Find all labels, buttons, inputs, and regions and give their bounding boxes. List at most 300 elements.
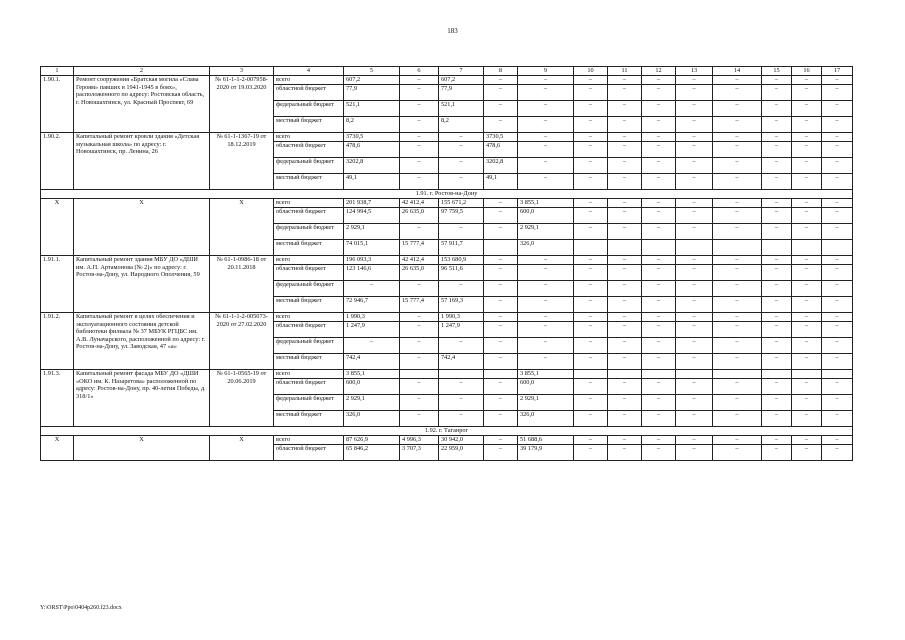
value-cell: – bbox=[792, 395, 822, 411]
value-cell: – bbox=[676, 101, 713, 117]
value-cell: – bbox=[792, 101, 822, 117]
value-cell: – bbox=[484, 411, 518, 427]
value-cell: – bbox=[642, 101, 676, 117]
value-cell: – bbox=[676, 85, 713, 101]
value-cell: – bbox=[792, 445, 822, 461]
value-cell: – bbox=[762, 436, 792, 445]
value-cell: – bbox=[713, 354, 762, 370]
value-cell: – bbox=[439, 224, 484, 240]
value-cell: – bbox=[608, 158, 642, 174]
value-cell: – bbox=[400, 117, 439, 133]
value-cell: – bbox=[792, 354, 822, 370]
table-row bbox=[41, 436, 853, 445]
value-cell: – bbox=[676, 281, 713, 297]
value-cell: – bbox=[518, 297, 574, 313]
value-cell: 155 671,2 bbox=[439, 199, 484, 208]
value-cell: – bbox=[713, 322, 762, 338]
value-cell: – bbox=[762, 322, 792, 338]
budget-type-local: местный бюджет bbox=[274, 174, 344, 190]
value-cell: – bbox=[792, 142, 822, 158]
value-cell: – bbox=[792, 338, 822, 354]
value-cell: – bbox=[713, 208, 762, 224]
expertise-document: X bbox=[210, 436, 274, 461]
value-cell: 3 855,1 bbox=[518, 370, 574, 379]
value-cell: – bbox=[484, 265, 518, 281]
value-cell: – bbox=[484, 379, 518, 395]
column-number: 2 bbox=[74, 67, 210, 76]
value-cell: – bbox=[518, 281, 574, 297]
value-cell: – bbox=[608, 338, 642, 354]
value-cell: 3 855,1 bbox=[518, 199, 574, 208]
value-cell: – bbox=[608, 256, 642, 265]
value-cell: – bbox=[822, 445, 853, 461]
budget-type-federal: федеральный бюджет bbox=[274, 395, 344, 411]
value-cell: – bbox=[484, 395, 518, 411]
value-cell: – bbox=[484, 436, 518, 445]
value-cell: – bbox=[574, 338, 608, 354]
value-cell: – bbox=[792, 208, 822, 224]
value-cell: – bbox=[642, 354, 676, 370]
value-cell: – bbox=[574, 354, 608, 370]
object-number: 1.90.1. bbox=[41, 76, 74, 133]
value-cell: – bbox=[484, 354, 518, 370]
value-cell: – bbox=[574, 76, 608, 85]
value-cell: 3730,5 bbox=[344, 133, 400, 142]
expertise-document: № 61-1-0986-18 от 20.11.2018 bbox=[210, 256, 274, 313]
value-cell: – bbox=[713, 133, 762, 142]
value-cell: – bbox=[574, 395, 608, 411]
column-number: 13 bbox=[676, 67, 713, 76]
value-cell: – bbox=[608, 174, 642, 190]
budget-type-regional: областной бюджет bbox=[274, 379, 344, 395]
value-cell: – bbox=[676, 313, 713, 322]
value-cell: 87 626,9 bbox=[344, 436, 400, 445]
value-cell: – bbox=[574, 85, 608, 101]
value-cell: – bbox=[762, 297, 792, 313]
object-number: 1.90.2. bbox=[41, 133, 74, 190]
value-cell: 65 846,2 bbox=[344, 445, 400, 461]
value-cell: – bbox=[762, 199, 792, 208]
budget-type-regional: областной бюджет bbox=[274, 445, 344, 461]
object-name: Капитальный ремонт в целях обеспечения и эксплуатационного состояния детской библиотеки филиала № 37 МБУК РГЦБС им. А.В. Луначарского, расположенной по адресу: г. Ростов-на-Дону, ул. Заводская, 47 «а» bbox=[74, 313, 210, 370]
expertise-document: № 61-1-1-2-007958-2020 от 19.03.2020 bbox=[210, 76, 274, 133]
budget-type-local: местный бюджет bbox=[274, 411, 344, 427]
value-cell bbox=[676, 370, 713, 379]
budget-table bbox=[40, 66, 853, 461]
value-cell: – bbox=[822, 313, 853, 322]
value-cell: – bbox=[484, 445, 518, 461]
value-cell: – bbox=[642, 199, 676, 208]
value-cell: – bbox=[676, 395, 713, 411]
value-cell: – bbox=[676, 445, 713, 461]
value-cell: – bbox=[608, 445, 642, 461]
value-cell: 97 759,5 bbox=[439, 208, 484, 224]
value-cell: – bbox=[400, 85, 439, 101]
value-cell: – bbox=[484, 199, 518, 208]
value-cell: – bbox=[642, 85, 676, 101]
value-cell: – bbox=[608, 436, 642, 445]
value-cell: – bbox=[608, 297, 642, 313]
column-number: 5 bbox=[344, 67, 400, 76]
value-cell: – bbox=[439, 158, 484, 174]
value-cell: – bbox=[574, 265, 608, 281]
value-cell: – bbox=[792, 199, 822, 208]
group-heading-row bbox=[41, 190, 853, 199]
value-cell: – bbox=[676, 436, 713, 445]
value-cell: 123 146,6 bbox=[344, 265, 400, 281]
value-cell: – bbox=[484, 76, 518, 85]
value-cell: – bbox=[400, 281, 439, 297]
value-cell: – bbox=[608, 395, 642, 411]
value-cell: – bbox=[713, 338, 762, 354]
value-cell: – bbox=[484, 101, 518, 117]
value-cell: – bbox=[574, 199, 608, 208]
value-cell: – bbox=[822, 411, 853, 427]
column-number: 1 bbox=[41, 67, 74, 76]
object-name: Капитальный ремонт кровли здания «Детская музыкальная школа» по адресу: г. Новошахтинск, пр. Ленина, 26 bbox=[74, 133, 210, 190]
value-cell: – bbox=[822, 395, 853, 411]
value-cell: – bbox=[676, 133, 713, 142]
value-cell: – bbox=[713, 224, 762, 240]
value-cell: – bbox=[518, 142, 574, 158]
column-number: 17 bbox=[822, 67, 853, 76]
value-cell: 2 929,1 bbox=[344, 224, 400, 240]
value-cell: 196 093,3 bbox=[344, 256, 400, 265]
value-cell: – bbox=[608, 265, 642, 281]
value-cell: – bbox=[439, 379, 484, 395]
page-number: 183 bbox=[447, 27, 458, 35]
value-cell: – bbox=[792, 322, 822, 338]
budget-type-local: местный бюджет bbox=[274, 117, 344, 133]
value-cell: – bbox=[642, 174, 676, 190]
value-cell: – bbox=[574, 313, 608, 322]
group-heading: 1.92. г. Таганрог bbox=[41, 427, 853, 436]
value-cell: – bbox=[642, 445, 676, 461]
budget-type-total: всего bbox=[274, 436, 344, 445]
value-cell: – bbox=[439, 411, 484, 427]
column-number: 7 bbox=[439, 67, 484, 76]
value-cell bbox=[762, 370, 792, 379]
value-cell: – bbox=[762, 354, 792, 370]
column-number: 12 bbox=[642, 67, 676, 76]
value-cell: – bbox=[400, 395, 439, 411]
object-number: 1.91.1. bbox=[41, 256, 74, 313]
value-cell: – bbox=[713, 281, 762, 297]
table-body bbox=[41, 67, 853, 461]
value-cell: – bbox=[713, 76, 762, 85]
value-cell: – bbox=[762, 411, 792, 427]
value-cell: – bbox=[792, 297, 822, 313]
value-cell: – bbox=[676, 297, 713, 313]
value-cell: – bbox=[574, 445, 608, 461]
value-cell: 3 707,3 bbox=[400, 445, 439, 461]
value-cell: – bbox=[608, 354, 642, 370]
value-cell: – bbox=[713, 411, 762, 427]
value-cell: – bbox=[713, 85, 762, 101]
value-cell: 42 412,4 bbox=[400, 199, 439, 208]
value-cell: – bbox=[762, 224, 792, 240]
budget-type-total: всего bbox=[274, 313, 344, 322]
value-cell: – bbox=[762, 174, 792, 190]
value-cell: – bbox=[822, 322, 853, 338]
object-number: 1.91.3. bbox=[41, 370, 74, 427]
value-cell bbox=[792, 240, 822, 256]
value-cell: – bbox=[822, 101, 853, 117]
value-cell: – bbox=[439, 174, 484, 190]
value-cell: – bbox=[400, 379, 439, 395]
column-number: 10 bbox=[574, 67, 608, 76]
value-cell: – bbox=[713, 174, 762, 190]
value-cell: – bbox=[400, 133, 439, 142]
value-cell: – bbox=[439, 142, 484, 158]
value-cell: 607,2 bbox=[439, 76, 484, 85]
value-cell: 8,2 bbox=[439, 117, 484, 133]
value-cell: – bbox=[762, 281, 792, 297]
value-cell: 57 911,7 bbox=[439, 240, 484, 256]
value-cell: – bbox=[608, 117, 642, 133]
column-number: 14 bbox=[713, 67, 762, 76]
table-row bbox=[41, 256, 853, 265]
value-cell: 1 247,9 bbox=[344, 322, 400, 338]
value-cell: – bbox=[574, 322, 608, 338]
value-cell: 600,0 bbox=[518, 208, 574, 224]
value-cell: – bbox=[439, 395, 484, 411]
value-cell: – bbox=[676, 256, 713, 265]
value-cell: – bbox=[676, 208, 713, 224]
value-cell: – bbox=[713, 313, 762, 322]
value-cell: – bbox=[344, 281, 400, 297]
value-cell: – bbox=[518, 76, 574, 85]
value-cell: 8,2 bbox=[344, 117, 400, 133]
value-cell: – bbox=[713, 445, 762, 461]
value-cell: – bbox=[822, 338, 853, 354]
value-cell: – bbox=[400, 411, 439, 427]
value-cell: – bbox=[518, 256, 574, 265]
value-cell: – bbox=[439, 281, 484, 297]
budget-type-federal: федеральный бюджет bbox=[274, 338, 344, 354]
value-cell: 77,9 bbox=[344, 85, 400, 101]
value-cell: – bbox=[822, 256, 853, 265]
value-cell: – bbox=[713, 142, 762, 158]
value-cell: 201 938,7 bbox=[344, 199, 400, 208]
value-cell: – bbox=[484, 256, 518, 265]
value-cell: – bbox=[518, 158, 574, 174]
value-cell: – bbox=[608, 208, 642, 224]
budget-type-federal: федеральный бюджет bbox=[274, 158, 344, 174]
value-cell bbox=[676, 240, 713, 256]
value-cell: – bbox=[574, 379, 608, 395]
value-cell: – bbox=[713, 436, 762, 445]
table-row bbox=[41, 313, 853, 322]
value-cell: – bbox=[762, 208, 792, 224]
value-cell: 15 777,4 bbox=[400, 297, 439, 313]
value-cell: 26 635,0 bbox=[400, 208, 439, 224]
value-cell: – bbox=[642, 133, 676, 142]
value-cell: – bbox=[439, 133, 484, 142]
budget-type-regional: областной бюджет bbox=[274, 85, 344, 101]
value-cell: – bbox=[484, 224, 518, 240]
value-cell: 2 929,1 bbox=[518, 395, 574, 411]
value-cell bbox=[574, 240, 608, 256]
value-cell: – bbox=[762, 85, 792, 101]
value-cell: – bbox=[792, 379, 822, 395]
value-cell: 124 994,5 bbox=[344, 208, 400, 224]
object-name: X bbox=[74, 436, 210, 461]
value-cell: – bbox=[518, 338, 574, 354]
value-cell: – bbox=[762, 158, 792, 174]
value-cell: – bbox=[822, 142, 853, 158]
value-cell: 326,0 bbox=[518, 411, 574, 427]
value-cell: 57 169,3 bbox=[439, 297, 484, 313]
value-cell: – bbox=[762, 265, 792, 281]
value-cell: 77,9 bbox=[439, 85, 484, 101]
value-cell: – bbox=[518, 174, 574, 190]
value-cell: – bbox=[676, 142, 713, 158]
value-cell: – bbox=[762, 117, 792, 133]
value-cell: – bbox=[608, 85, 642, 101]
value-cell: – bbox=[608, 76, 642, 85]
value-cell: 742,4 bbox=[344, 354, 400, 370]
value-cell: – bbox=[676, 354, 713, 370]
value-cell bbox=[642, 240, 676, 256]
object-name: Ремонт сооружения «Братская могила «Слава Героям» павших в 1941-1945 в боях», расположенного по адресу: Ростовская область, г. Новошахтинск, ул. Красный Проспект, 69 bbox=[74, 76, 210, 133]
value-cell: 3202,8 bbox=[484, 158, 518, 174]
value-cell bbox=[642, 370, 676, 379]
value-cell: – bbox=[574, 174, 608, 190]
value-cell: – bbox=[574, 101, 608, 117]
value-cell: – bbox=[574, 117, 608, 133]
value-cell: – bbox=[762, 395, 792, 411]
budget-type-local: местный бюджет bbox=[274, 297, 344, 313]
value-cell: – bbox=[822, 199, 853, 208]
value-cell: – bbox=[822, 297, 853, 313]
value-cell: – bbox=[642, 256, 676, 265]
footer-file-path: Y:\ORST\Ppo\0404p260.f23.docx bbox=[40, 605, 122, 611]
group-heading: 1.91. г. Ростов-на-Дону bbox=[41, 190, 853, 199]
budget-type-local: местный бюджет bbox=[274, 240, 344, 256]
value-cell: 326,0 bbox=[518, 240, 574, 256]
value-cell: – bbox=[822, 158, 853, 174]
value-cell: 1 247,9 bbox=[439, 322, 484, 338]
value-cell: – bbox=[608, 224, 642, 240]
value-cell: – bbox=[792, 85, 822, 101]
value-cell: – bbox=[518, 354, 574, 370]
budget-type-federal: федеральный бюджет bbox=[274, 101, 344, 117]
value-cell bbox=[792, 370, 822, 379]
value-cell: – bbox=[518, 265, 574, 281]
value-cell: – bbox=[642, 313, 676, 322]
value-cell: – bbox=[484, 322, 518, 338]
value-cell: – bbox=[713, 379, 762, 395]
value-cell: – bbox=[574, 281, 608, 297]
value-cell: – bbox=[642, 117, 676, 133]
value-cell: 51 688,6 bbox=[518, 436, 574, 445]
value-cell: – bbox=[484, 281, 518, 297]
budget-type-regional: областной бюджет bbox=[274, 265, 344, 281]
object-name: X bbox=[74, 199, 210, 256]
expertise-document: № 61-1-1-2-005073-2020 от 27.02.2020 bbox=[210, 313, 274, 370]
value-cell: 26 635,0 bbox=[400, 265, 439, 281]
value-cell: – bbox=[762, 133, 792, 142]
value-cell: – bbox=[642, 158, 676, 174]
value-cell: – bbox=[822, 208, 853, 224]
value-cell: – bbox=[822, 281, 853, 297]
value-cell: – bbox=[518, 133, 574, 142]
column-number-header bbox=[41, 67, 853, 76]
value-cell: 22 959,0 bbox=[439, 445, 484, 461]
value-cell: – bbox=[713, 297, 762, 313]
value-cell: – bbox=[642, 224, 676, 240]
value-cell: – bbox=[822, 436, 853, 445]
value-cell bbox=[822, 370, 853, 379]
column-number: 3 bbox=[210, 67, 274, 76]
value-cell: – bbox=[792, 158, 822, 174]
value-cell: – bbox=[642, 281, 676, 297]
value-cell: – bbox=[608, 101, 642, 117]
value-cell: – bbox=[642, 338, 676, 354]
value-cell: – bbox=[400, 174, 439, 190]
value-cell: – bbox=[344, 338, 400, 354]
value-cell: – bbox=[642, 142, 676, 158]
value-cell: – bbox=[484, 208, 518, 224]
value-cell: 42 412,4 bbox=[400, 256, 439, 265]
value-cell: – bbox=[484, 313, 518, 322]
table-row bbox=[41, 76, 853, 85]
value-cell: – bbox=[792, 117, 822, 133]
value-cell: – bbox=[642, 76, 676, 85]
value-cell: – bbox=[676, 174, 713, 190]
value-cell: – bbox=[484, 85, 518, 101]
value-cell: – bbox=[608, 281, 642, 297]
value-cell: – bbox=[713, 256, 762, 265]
value-cell: – bbox=[822, 379, 853, 395]
value-cell: – bbox=[792, 265, 822, 281]
value-cell: – bbox=[792, 313, 822, 322]
value-cell: – bbox=[822, 117, 853, 133]
value-cell: – bbox=[642, 297, 676, 313]
value-cell: – bbox=[518, 117, 574, 133]
value-cell: – bbox=[713, 199, 762, 208]
value-cell: – bbox=[608, 313, 642, 322]
value-cell: 607,2 bbox=[344, 76, 400, 85]
value-cell bbox=[439, 370, 484, 379]
budget-type-total: всего bbox=[274, 256, 344, 265]
value-cell: – bbox=[713, 265, 762, 281]
table-row bbox=[41, 199, 853, 208]
value-cell: 3 855,1 bbox=[344, 370, 400, 379]
value-cell: – bbox=[574, 297, 608, 313]
value-cell: – bbox=[400, 101, 439, 117]
value-cell: – bbox=[608, 322, 642, 338]
value-cell: – bbox=[822, 224, 853, 240]
value-cell bbox=[713, 240, 762, 256]
value-cell: 3730,5 bbox=[484, 133, 518, 142]
value-cell: – bbox=[574, 411, 608, 427]
value-cell: – bbox=[608, 142, 642, 158]
object-number: X bbox=[41, 436, 74, 461]
value-cell: – bbox=[762, 256, 792, 265]
value-cell: – bbox=[792, 224, 822, 240]
value-cell: – bbox=[762, 101, 792, 117]
value-cell: – bbox=[608, 411, 642, 427]
value-cell: – bbox=[713, 158, 762, 174]
value-cell bbox=[713, 370, 762, 379]
object-name: Капитальный ремонт фасада МБУ ДО «ДШИ «ОКО им. К. Назаретова» расположенной по адресу: Ростов-на-Дону, пр. 40-летия Победы, д. 318/1» bbox=[74, 370, 210, 427]
value-cell bbox=[484, 370, 518, 379]
value-cell: – bbox=[518, 101, 574, 117]
object-number: 1.91.2. bbox=[41, 313, 74, 370]
value-cell: – bbox=[792, 174, 822, 190]
